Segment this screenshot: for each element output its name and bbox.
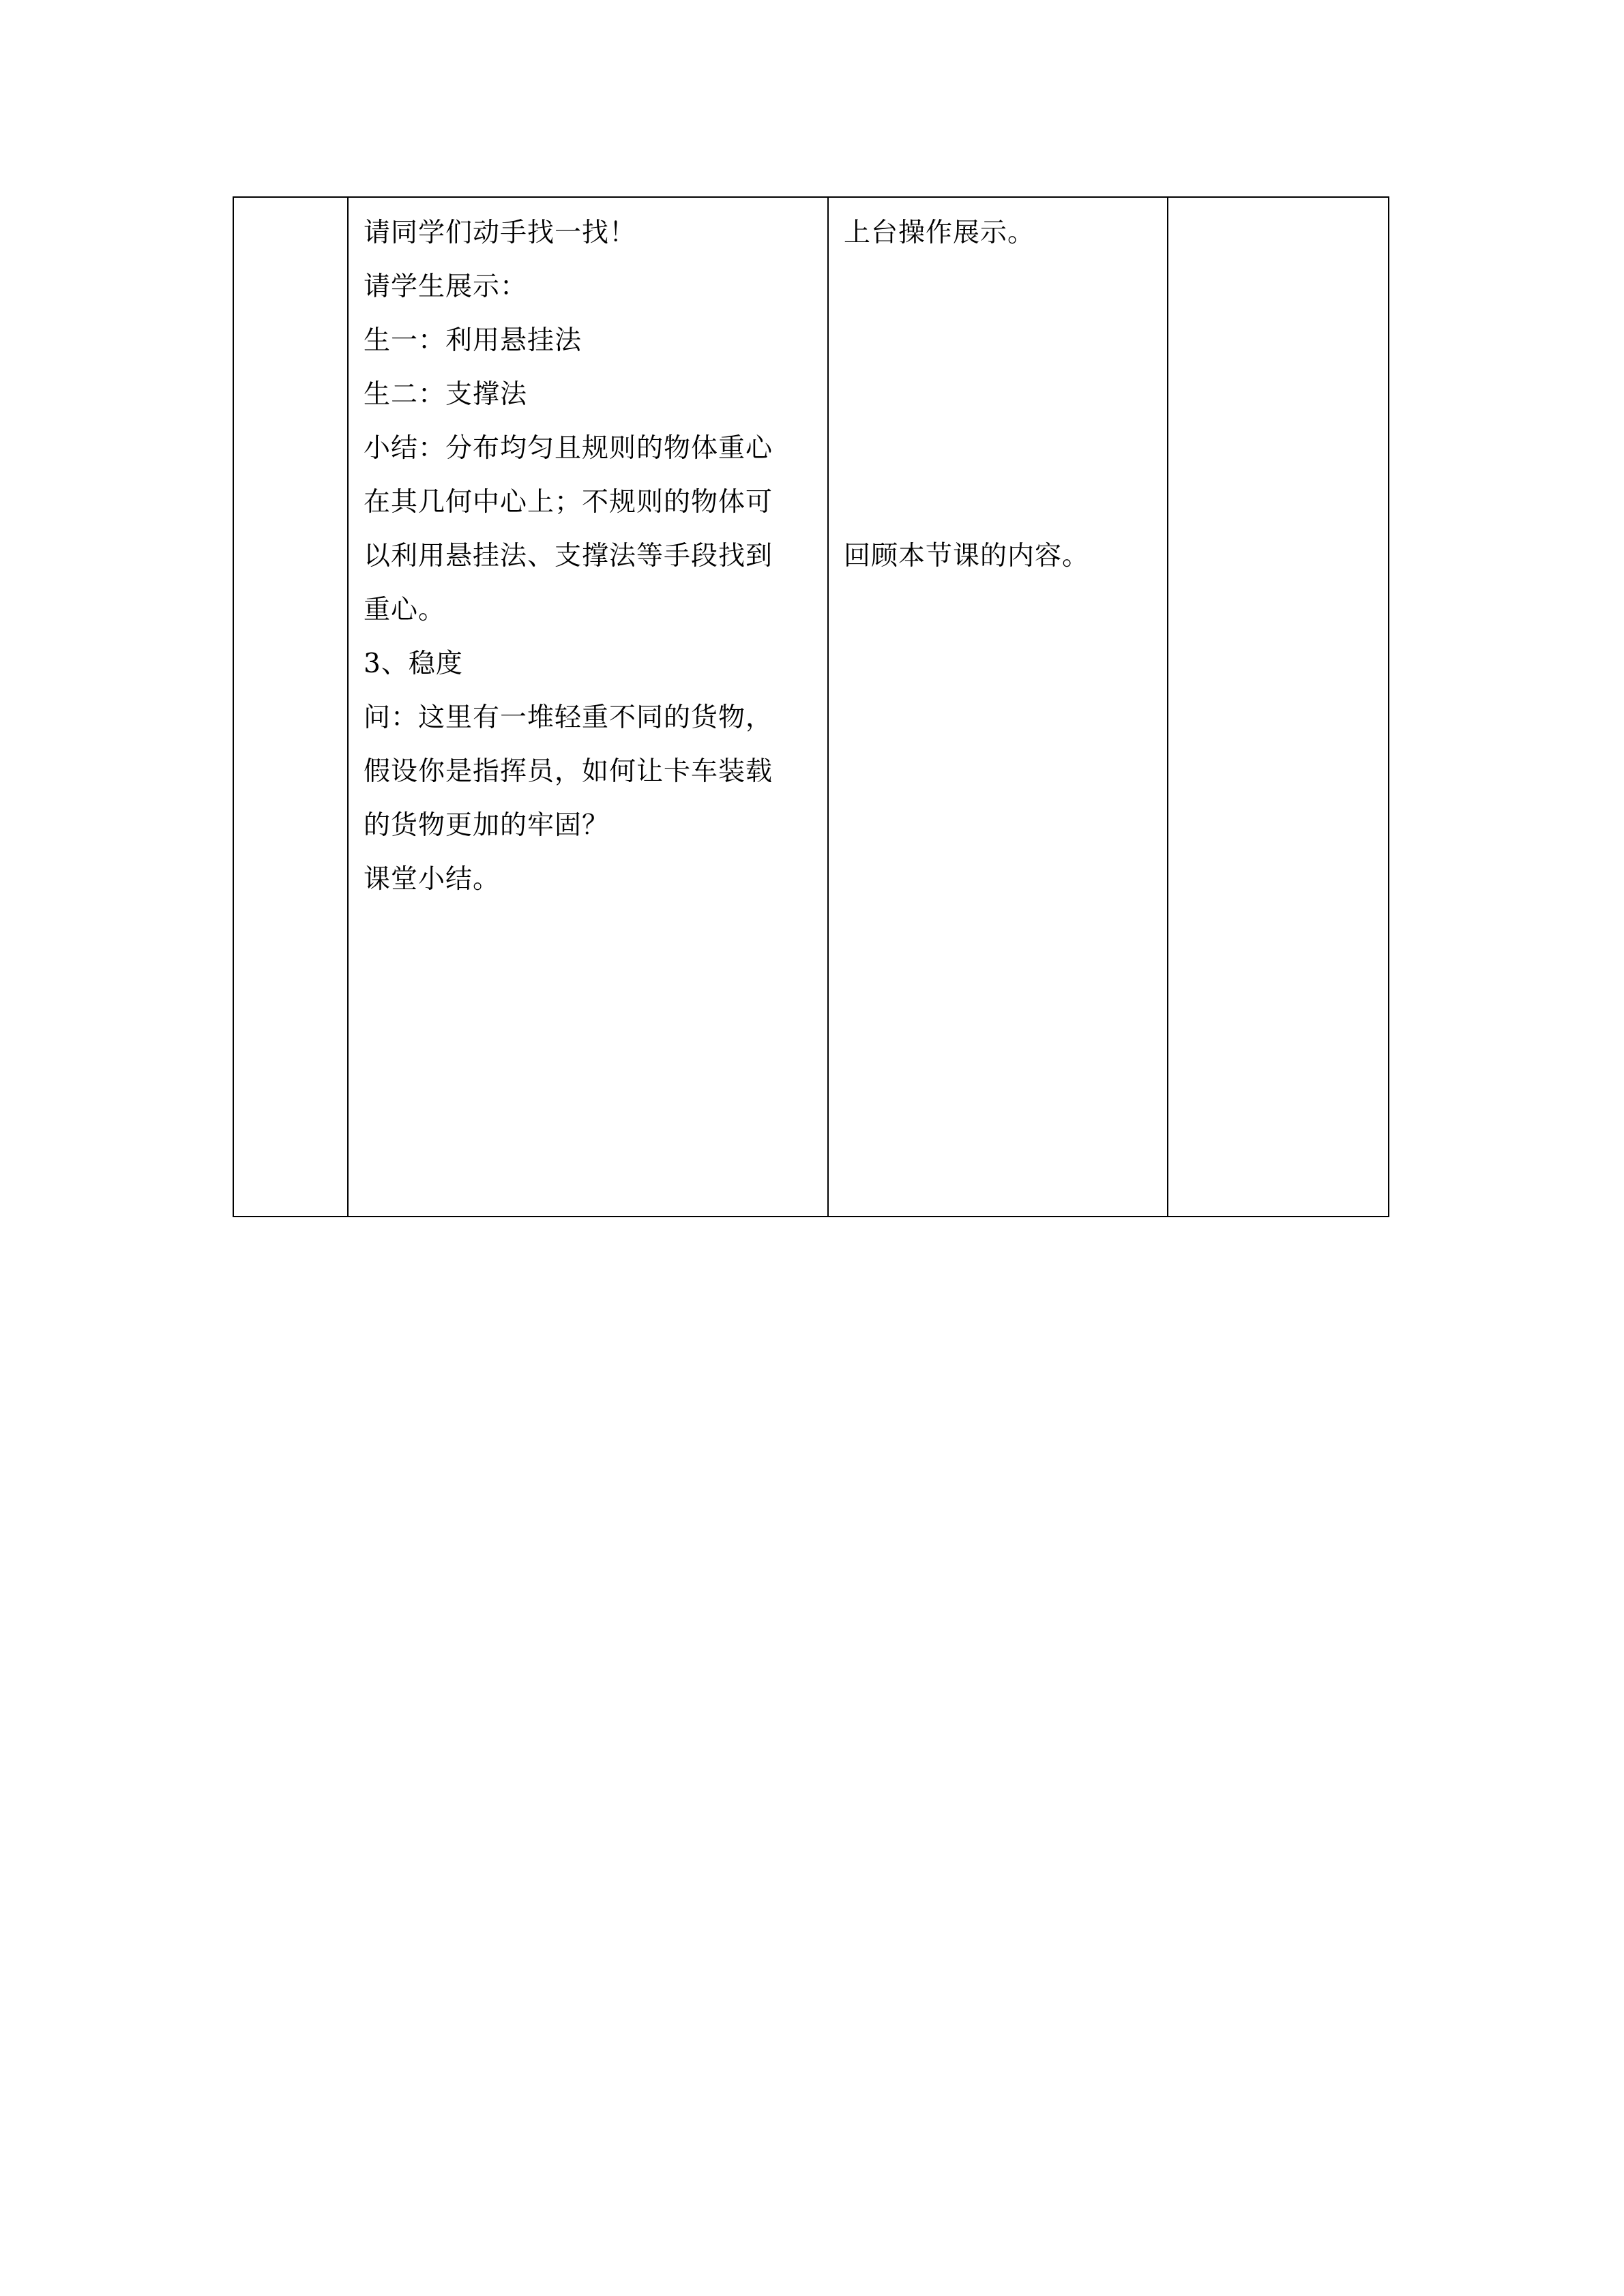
teacher-activity-cell <box>348 197 828 1217</box>
text-line: 课堂小结。 <box>364 864 501 895</box>
text-line: 假设你是指挥员，如何让卡车装载 <box>364 756 773 787</box>
text-line: 小结：分布均匀且规则的物体重心 <box>364 433 773 464</box>
text-line: 3、稳度 <box>364 648 463 679</box>
text-line: 上台操作展示。 <box>844 218 1035 248</box>
text-line: 生二：支撑法 <box>364 379 528 410</box>
text-line: 请同学们动手找一找！ <box>364 218 637 248</box>
text-line: 以利用悬挂法、支撑法等手段找到 <box>364 541 773 571</box>
text-line: 回顾本节课的内容。 <box>844 541 1090 571</box>
text-line: 生一：利用悬挂法 <box>364 325 582 356</box>
text-line: 重心。 <box>364 595 446 625</box>
student-activity-cell <box>828 197 1168 1217</box>
table-row <box>233 197 1389 1217</box>
text-line: 的货物更加的牢固？ <box>364 810 610 841</box>
design-intent-cell <box>1168 197 1389 1217</box>
text-line: 请学生展示： <box>364 271 528 302</box>
lesson-plan-table <box>233 196 1389 1217</box>
text-line: 在其几何中心上；不规则的物体可 <box>364 487 773 518</box>
text-line: 问：这里有一堆轻重不同的货物， <box>364 702 773 733</box>
stage-cell <box>233 197 348 1217</box>
